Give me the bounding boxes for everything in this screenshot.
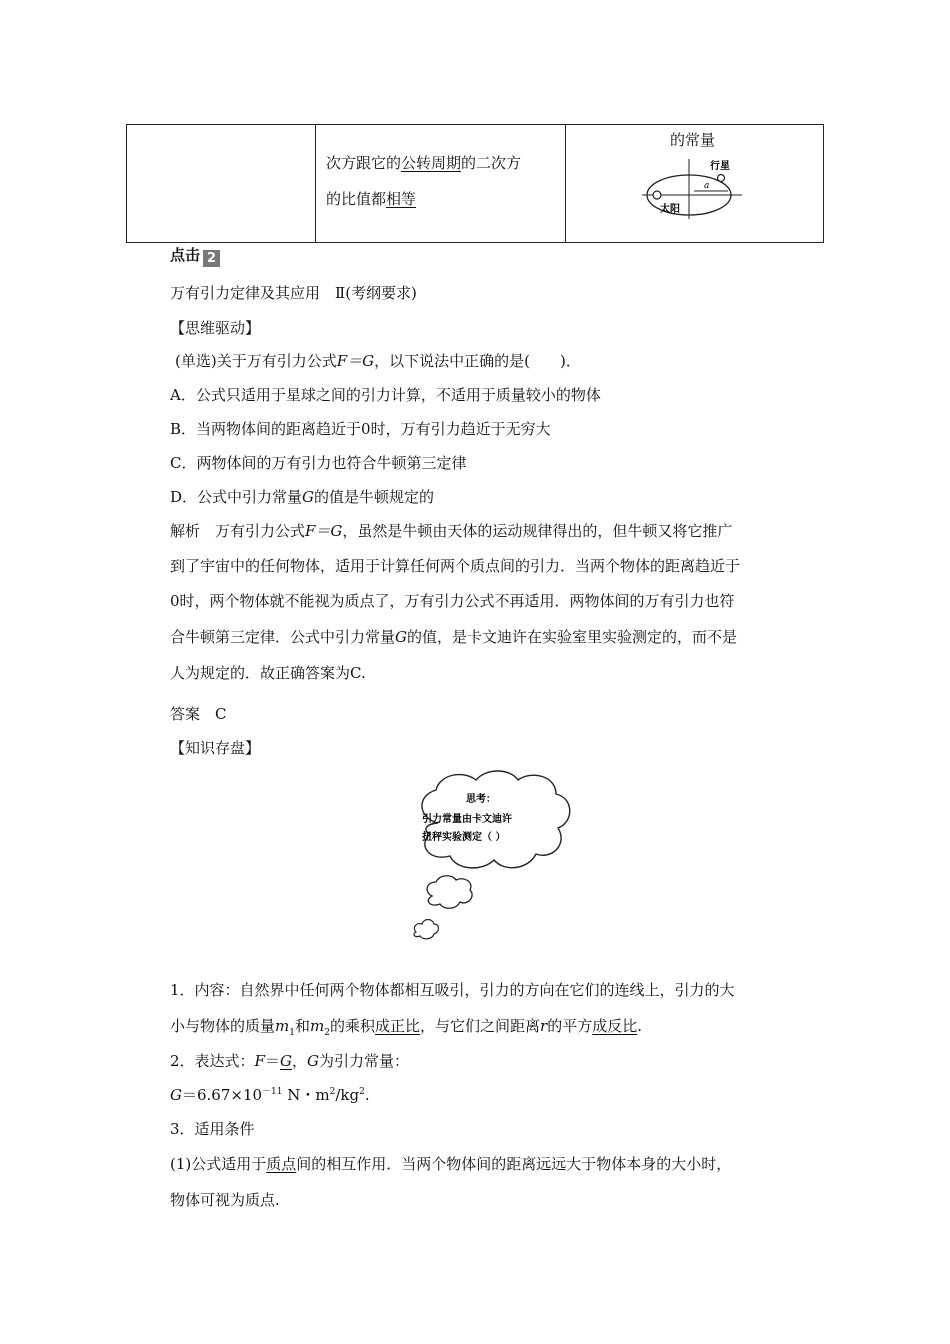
answer-line: 答案 C (170, 705, 227, 723)
knowledge-label: 【知识存盘】 (170, 739, 261, 757)
content-p3: $G=6.67\times 10^{-11}$ N・$m^2/kg^2$. (170, 1086, 370, 1104)
content-p5: (1)公式适用于质点间的相互作用．当两个物体间的距离远远大于物体本身的大小时， (170, 1155, 732, 1173)
table-cell-statement (316, 125, 566, 243)
planet-label: 行星 (710, 161, 730, 172)
option-a: A．公式只适用于星球之间的引力计算，不适用于质量较小的物体 (170, 386, 601, 404)
cloud-line3: 扭秤实验测定（ ） (422, 832, 506, 843)
option-c: C．两物体间的万有引力也符合牛顿第三定律 (170, 454, 467, 472)
content-p4: 3．适用条件 (170, 1120, 255, 1138)
cloud-line1: 思考： (466, 794, 496, 805)
thinking-drive-label: 【思维驱动】 (170, 319, 261, 337)
section-number-badge: 2 (203, 250, 220, 267)
analysis-line1: 解析 万有引力公式F＝G，虽然是牛顿由天体的运动规律得出的，但牛顿又将它推广 (170, 522, 733, 540)
semi-axis-label: a (704, 181, 710, 191)
cell-text-line1: 次方跟它的公转周期的二次方 (326, 154, 522, 172)
analysis-line5: 人为规定的．故正确答案为C. (170, 664, 366, 682)
option-b: B．当两物体间的距离趋近于0时，万有引力趋近于无穷大 (170, 420, 551, 438)
content-p6: 物体可视为质点. (170, 1191, 280, 1209)
summary-table (126, 124, 824, 243)
sun-label: 太阳 (660, 204, 680, 215)
content-p1-line2: 小与物体的质量$m_1$和$m_2$的乘积成正比，与它们之间距离r的平方成反比. (170, 1017, 642, 1038)
question-stem: (单选)关于万有引力公式F＝G，以下说法中正确的是( )． (175, 352, 581, 370)
content-p2: 2．表达式：F＝G，G为引力常量： (170, 1052, 409, 1070)
analysis-line4: 合牛顿第三定律．公式中引力常量G的值，是卡文迪许在实验室里实验测定的，而不是 (170, 628, 738, 646)
analysis-line2: 到了宇宙中的任何物体，适用于计算任何两个质点间的引力．当两个物体的距离趋近于 (170, 557, 741, 575)
section-heading: 点击 2 (170, 244, 220, 267)
content-p1-line1: 1．内容：自然界中任何两个物体都相互吸引，引力的方向在它们的连线上，引力的大 (170, 981, 735, 999)
analysis-line3: 0时，两个物体就不能视为质点了，万有引力公式不再适用．两物体间的万有引力也符 (170, 592, 735, 610)
orbit-diagram (638, 157, 748, 221)
option-d: D．公式中引力常量G的值是牛顿规定的 (170, 488, 435, 506)
cell-text-line2: 的比值都相等 (326, 190, 417, 208)
cloud-line2: 引力常量由卡文迪许 (422, 814, 512, 825)
thought-cloud (408, 768, 578, 948)
table-cell-figure (566, 125, 824, 243)
section-subtitle: 万有引力定律及其应用 Ⅱ(考纲要求) (170, 284, 417, 302)
table-cell-empty (127, 125, 316, 243)
cell-constant-text: 的常量 (670, 131, 716, 149)
